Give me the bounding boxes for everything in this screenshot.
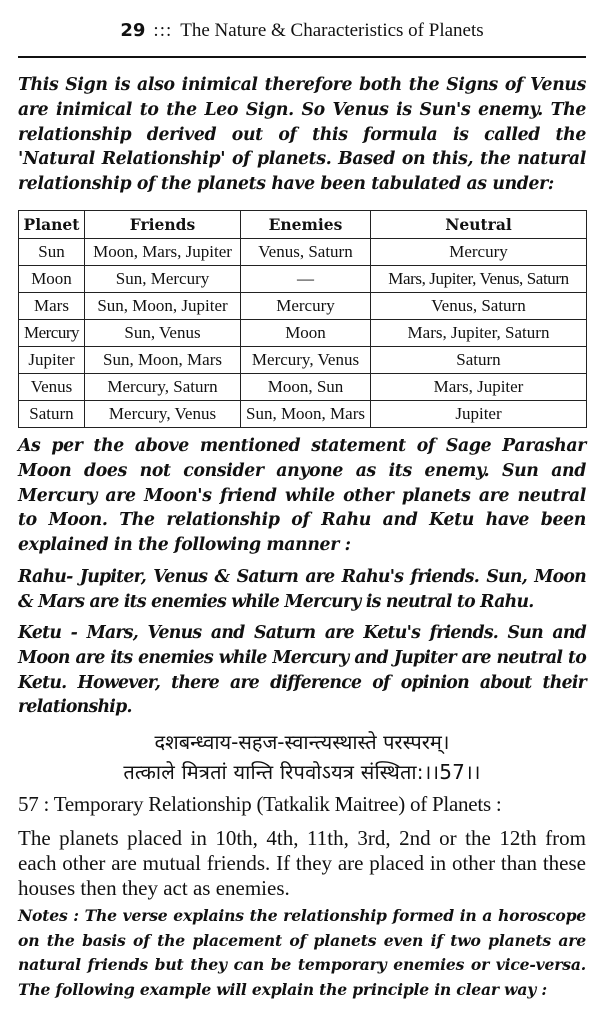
- cell-friends: Sun, Venus: [85, 320, 241, 347]
- natural-relationship-table: [18, 210, 587, 428]
- cell-neutral: Mercury: [371, 239, 587, 266]
- cell-friends: Sun, Moon, Jupiter: [85, 293, 241, 320]
- cell-planet: Saturn: [19, 401, 85, 428]
- cell-friends: Mercury, Saturn: [85, 374, 241, 401]
- rahu-paragraph: Rahu- Jupiter, Venus & Saturn are Rahu's friends. Sun, Moon & Mars are its enemies while Mercury is neutral to Rahu.: [18, 567, 586, 612]
- cell-enemies: Mercury: [241, 293, 371, 320]
- cell-friends: Moon, Mars, Jupiter: [85, 239, 241, 266]
- cell-friends: Sun, Moon, Mars: [85, 347, 241, 374]
- parashar-paragraph: As per the above mentioned statement of Sage Parashar Moon does not consider anyone as its enemy. Sun and Mercury are Moon's friend while other planets are neutral to Moon. The relationship of Rahu and Ketu have been explained in the following manner :: [18, 436, 586, 556]
- section-heading: 57 : Temporary Relationship (Tatkalik Maitree) of Planets :: [18, 792, 502, 816]
- cell-planet: Sun: [19, 239, 85, 266]
- verse-line-2: तत्काले मित्रतां यान्ति रिपवोऽयत्र संस्थिता:।।57।।: [123, 760, 481, 784]
- header-neutral: Neutral: [371, 211, 587, 239]
- cell-planet: Jupiter: [19, 347, 85, 374]
- cell-enemies: —: [241, 266, 371, 293]
- cell-enemies: Moon: [241, 320, 371, 347]
- cell-enemies: Venus, Saturn: [241, 239, 371, 266]
- table-row: [19, 320, 587, 347]
- chapter-title: The Nature & Characteristics of Planets: [180, 20, 484, 41]
- header-enemies: Enemies: [241, 211, 371, 239]
- table-row: [19, 347, 587, 374]
- table-row: [19, 293, 587, 320]
- header-friends: Friends: [85, 211, 241, 239]
- cell-planet: Moon: [19, 266, 85, 293]
- cell-neutral: Mars, Jupiter: [371, 374, 587, 401]
- table-row: [19, 239, 587, 266]
- cell-neutral: Saturn: [371, 347, 587, 374]
- cell-planet: Mars: [19, 293, 85, 320]
- running-head: [18, 6, 586, 58]
- verse-line-1: दशबन्ध्वाय-सहज-स्वान्त्यस्थास्ते परस्परम्।: [154, 730, 450, 754]
- cell-neutral: Venus, Saturn: [371, 293, 587, 320]
- cell-friends: Mercury, Venus: [85, 401, 241, 428]
- cell-neutral: Jupiter: [371, 401, 587, 428]
- table-row: [19, 266, 587, 293]
- cell-planet: Venus: [19, 374, 85, 401]
- notes-paragraph: Notes : The verse explains the relationship formed in a horoscope on the basis of the placement of planets even if two planets are natural friends but they can be temporary enemies or vice-versa. The following example will explain the principle in clear way :: [18, 906, 586, 999]
- ketu-paragraph: Ketu - Mars, Venus and Saturn are Ketu's friends. Sun and Moon are its enemies while Mercury and Jupiter are neutral to Ketu. However, there are difference of opinion about their relationship.: [18, 623, 586, 718]
- cell-enemies: Mercury, Venus: [241, 347, 371, 374]
- sanskrit-verse: [18, 727, 586, 787]
- cell-neutral: Mars, Jupiter, Venus, Saturn: [371, 266, 587, 293]
- table-header-row: [19, 211, 587, 239]
- cell-enemies: Sun, Moon, Mars: [241, 401, 371, 428]
- intro-paragraph: This Sign is also inimical therefore both the Signs of Venus are inimical to the Leo Sign. So Venus is Sun's enemy. The relationship derived out of this formula is called the 'Natural Relationship' of planets. Based on this, the natural relationship of the planets have been tabulated as under:: [18, 75, 586, 195]
- cell-planet: Mercury: [19, 320, 85, 347]
- header-planet: Planet: [19, 211, 85, 239]
- table-row: [19, 374, 587, 401]
- temporary-paragraph: The planets placed in 10th, 4th, 11th, 3rd, 2nd or the 12th from each other are mutual friends. If they are placed in other than these houses then they act as enemies.: [18, 826, 586, 900]
- cell-neutral: Mars, Jupiter, Saturn: [371, 320, 587, 347]
- table-row: [19, 401, 587, 428]
- separator: :::: [153, 20, 173, 41]
- cell-enemies: Moon, Sun: [241, 374, 371, 401]
- cell-friends: Sun, Mercury: [85, 266, 241, 293]
- page-number: 29: [120, 20, 146, 41]
